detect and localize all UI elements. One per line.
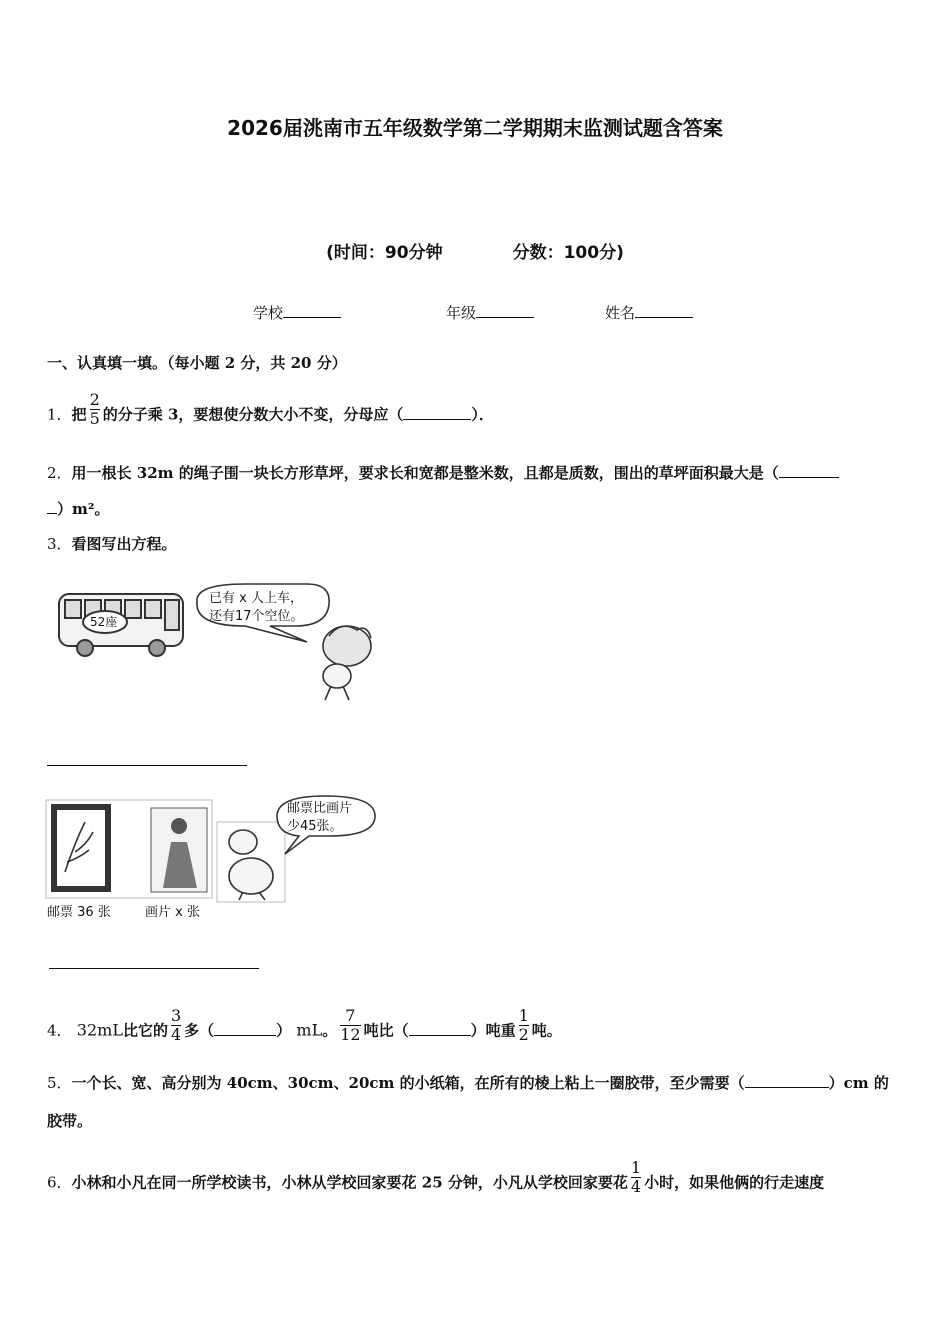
speech-bubble-1 <box>197 584 329 642</box>
stamp-icon <box>51 804 111 892</box>
bubble-1-line-1: 已有 x 人上车， <box>209 591 303 606</box>
bubble-2-line-2: 少45张。 <box>287 819 343 834</box>
q6-number: 6． <box>47 1173 72 1192</box>
speech-bubble-2 <box>277 796 375 854</box>
cartoon-eggplant-character-icon <box>217 822 285 902</box>
grade-field <box>446 302 534 323</box>
q4-text-c: ） <box>276 1021 292 1040</box>
q4-text-e: 吨比（ <box>363 1021 409 1040</box>
picture-caption: 画片 x 张 <box>145 905 200 920</box>
time-limit: (时间：90分钟 <box>326 243 443 263</box>
school-blank[interactable] <box>283 303 341 318</box>
q1-answer-blank[interactable] <box>403 405 471 420</box>
q4-quantity: 32mL <box>76 1020 123 1040</box>
q4-text-f: ）吨重 <box>470 1021 516 1040</box>
bubble-1-line-2: 还有17个空位。 <box>209 609 304 624</box>
question-1 <box>47 390 494 434</box>
q5-number: 5． <box>47 1074 72 1092</box>
q1-text-c: ）． <box>471 405 494 424</box>
q1-fraction <box>90 391 100 428</box>
q4-unit: mL <box>296 1020 323 1040</box>
q1-frac-num: 2 <box>89 390 100 409</box>
q4-text-g: 吨。 <box>531 1021 562 1040</box>
q4-frac3-num: 1 <box>518 1006 529 1025</box>
question-4 <box>47 1006 562 1050</box>
question-2 <box>47 462 839 483</box>
exam-meta <box>0 238 950 263</box>
q4-frac3-den: 2 <box>518 1025 529 1044</box>
school-field <box>253 302 341 323</box>
q2-answer-blank-a[interactable] <box>779 463 839 478</box>
q1-text-b: 的分子乘 3，要想使分数大小不变，分母应（ <box>102 405 404 424</box>
q2-text-line2: ）m²。 <box>57 500 110 518</box>
q6-frac-den: 4 <box>630 1177 642 1196</box>
name-label: 姓名 <box>605 304 636 322</box>
q4-fraction-1 <box>171 1007 181 1044</box>
bus-illustration <box>45 580 385 708</box>
name-field <box>605 302 693 323</box>
school-label: 学校 <box>253 304 284 322</box>
q2-number: 2． <box>47 464 72 482</box>
stamp-illustration <box>45 792 385 927</box>
q5-text-line1: 一个长、宽、高分别为 40cm、30cm、20cm 的小纸箱，在所有的棱上粘上一圈胶带，至少需要（ <box>71 1074 745 1092</box>
q3-answer-line-2[interactable] <box>49 968 259 969</box>
q5-answer-blank[interactable] <box>745 1073 829 1088</box>
question-6 <box>47 1158 825 1202</box>
grade-blank[interactable] <box>476 303 534 318</box>
picture-card-icon <box>151 808 207 892</box>
q3-answer-line-1[interactable] <box>47 765 247 766</box>
q6-text-b: 小时，如果他俩的行走速度 <box>644 1173 825 1192</box>
total-score: 分数：100分) <box>512 243 624 263</box>
q4-number: 4． <box>47 1021 72 1040</box>
q5-text-line1-end: ）cm 的 <box>828 1074 889 1092</box>
q4-answer-blank-1[interactable] <box>214 1021 276 1036</box>
q4-answer-blank-2[interactable] <box>409 1021 471 1036</box>
q4-text-a: 比它的 <box>122 1021 168 1040</box>
question-2-cont <box>47 498 109 519</box>
cartoon-cabbage-character-icon <box>323 626 371 700</box>
page-title: 2026届洮南市五年级数学第二学期期末监测试题含答案 <box>227 116 723 140</box>
q6-frac-num: 1 <box>630 1158 642 1177</box>
q4-frac1-num: 3 <box>170 1006 182 1025</box>
q2-text-line1: 用一根长 32m 的绳子围一块长方形草坪，要求长和宽都是整米数，且都是质数，围出的草坪面积最大是（ <box>71 464 779 482</box>
stamp-caption: 邮票 36 张 <box>47 905 111 920</box>
q6-text-a: 小林和小凡在同一所学校读书，小林从学校回家要花 25 分钟，小凡从学校回家要花 <box>71 1173 628 1192</box>
question-5-cont <box>47 1110 92 1131</box>
q1-frac-den: 5 <box>89 409 100 428</box>
q4-frac2-den: 12 <box>340 1025 361 1044</box>
q3-text: 看图写出方程。 <box>71 535 177 553</box>
q4-frac1-den: 4 <box>170 1025 182 1044</box>
q6-fraction <box>631 1159 641 1196</box>
q1-text-a: 把 <box>71 405 87 424</box>
q4-fraction-2 <box>340 1007 360 1044</box>
q1-number: 1． <box>47 405 72 424</box>
q4-fraction-3 <box>519 1007 529 1044</box>
bubble-2-line-1: 邮票比画片 <box>287 801 353 816</box>
q4-text-b: 多（ <box>184 1021 215 1040</box>
question-5 <box>47 1072 889 1093</box>
section-heading: 一、认真填一填。（每小题 2 分，共 20 分） <box>47 354 347 372</box>
q4-text-d: 。 <box>322 1021 338 1040</box>
question-3 <box>47 533 177 554</box>
bus-label: 52座 <box>90 615 118 629</box>
name-blank[interactable] <box>635 303 693 318</box>
q4-frac2-num: 7 <box>345 1006 356 1025</box>
q2-answer-blank-b[interactable] <box>47 499 57 514</box>
q3-number: 3． <box>47 535 72 553</box>
grade-label: 年级 <box>446 304 477 322</box>
bus-icon <box>59 594 183 656</box>
q5-text-line2: 胶带。 <box>47 1112 93 1130</box>
